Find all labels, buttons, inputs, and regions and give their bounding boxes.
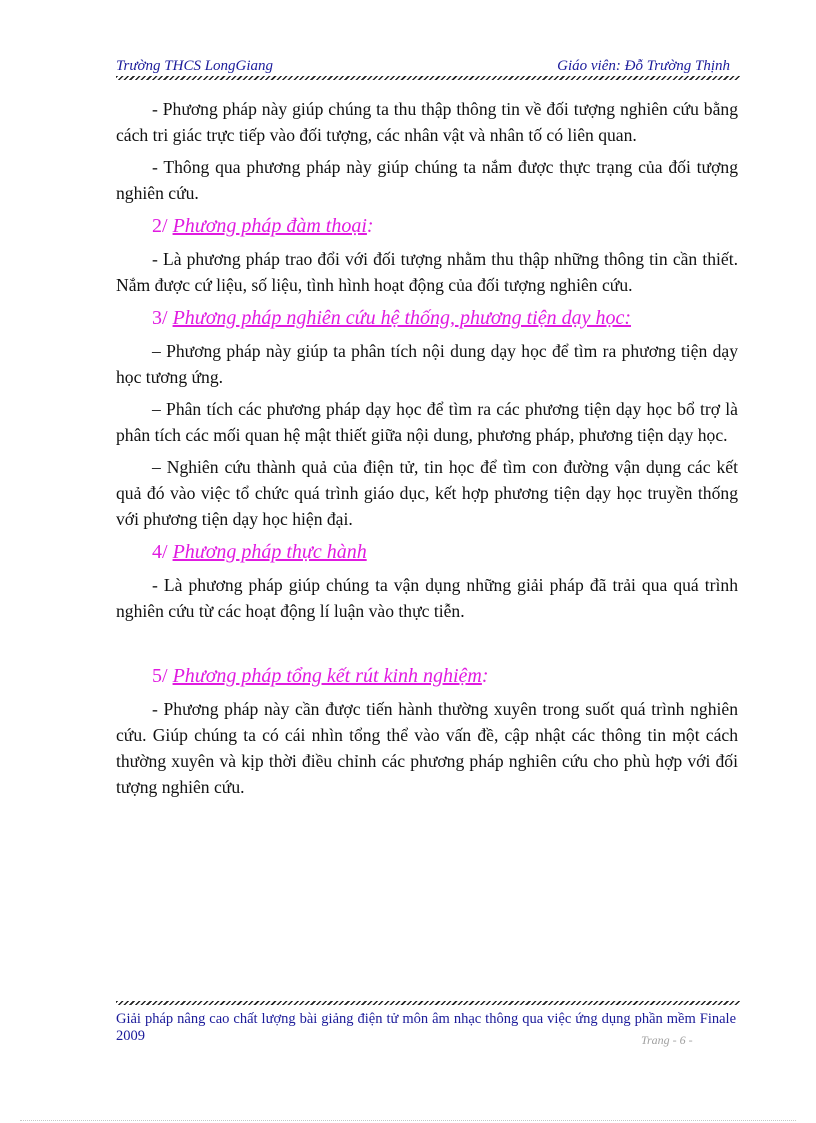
page-header xyxy=(116,56,738,78)
section-number: 5/ xyxy=(152,665,173,687)
blank-line xyxy=(116,630,738,656)
paragraph-system-1: – Phương pháp này giúp ta phân tích nội dung dạy học để tìm ra phương tiện dạy học tương ứng. xyxy=(116,341,738,387)
paragraph-practice: - Là phương pháp giúp chúng ta vận dụng những giải pháp đã trải qua quá trình nghiên cứu từ các hoạt động lí luận vào thực tiễn. xyxy=(116,575,738,621)
section-number: 3/ xyxy=(152,307,173,329)
section-title-tail: : xyxy=(481,665,489,687)
section-heading-4 xyxy=(116,539,738,565)
footer-title: Giải pháp nâng cao chất lượng bài giảng điện tử môn âm nhạc thông qua việc ứng dụng phần mềm Finale 2009 xyxy=(116,1011,736,1044)
section-heading-5 xyxy=(116,663,738,689)
header-teacher: Giáo viên: Đỗ Trường Thịnh xyxy=(557,58,730,74)
section-heading-3 xyxy=(116,305,738,331)
header-divider xyxy=(116,76,740,80)
header-school: Trường THCS LongGiang xyxy=(116,58,274,74)
page-number: Trang - 6 - xyxy=(641,1033,693,1047)
section-number: 2/ xyxy=(152,215,173,237)
footer-divider xyxy=(116,1001,740,1005)
section-heading-2 xyxy=(116,213,738,239)
paragraph-observation-1: - Phương pháp này giúp chúng ta thu thập thông tin về đối tượng nghiên cứu bằng cách tri giác trực tiếp vào đối tượng, các nhân vật và nhân tố có liên quan. xyxy=(116,99,738,145)
section-title: Phương pháp tổng kết rút kinh nghiệm xyxy=(172,665,482,687)
page-body xyxy=(116,96,738,806)
section-number: 4/ xyxy=(152,541,173,563)
paragraph-dialogue: - Là phương pháp trao đổi với đối tượng nhằm thu thập những thông tin cần thiết. Nắm được cứ liệu, số liệu, tình hình hoạt động của đối tượng nghiên cứu. xyxy=(116,249,738,295)
paragraph-system-3: – Nghiên cứu thành quả của điện tử, tin học để tìm con đường vận dụng các kết quả đó vào việc tổ chức quá trình giáo dục, kết hợp phương tiện dạy học truyền thống với phương tiện dạy học hiện đại. xyxy=(116,457,738,529)
page-bottom-edge xyxy=(20,1120,796,1121)
section-title: Phương pháp nghiên cứu hệ thống, phương tiện dạy học: xyxy=(172,307,631,329)
paragraph-experience: - Phương pháp này cần được tiến hành thường xuyên trong suốt quá trình nghiên cứu. Giúp chúng ta có cái nhìn tổng thể vào vấn đề, cập nhật các thông tin một cách thường xuyên và kịp thời điều chỉnh các phương pháp nghiên cứu cho phù hợp với đối tượng nghiên cứu. xyxy=(116,699,738,797)
paragraph-observation-2: - Thông qua phương pháp này giúp chúng ta nắm được thực trạng của đối tượng nghiên cứu. xyxy=(116,157,738,203)
section-title: Phương pháp thực hành xyxy=(172,541,367,563)
section-title-tail: : xyxy=(366,215,374,237)
paragraph-system-2: – Phân tích các phương pháp dạy học để tìm ra các phương tiện dạy học bổ trợ là phân tích các mối quan hệ mật thiết giữa nội dung, phương pháp, phương tiện dạy học. xyxy=(116,399,738,445)
section-title: Phương pháp đàm thoại xyxy=(172,215,367,237)
